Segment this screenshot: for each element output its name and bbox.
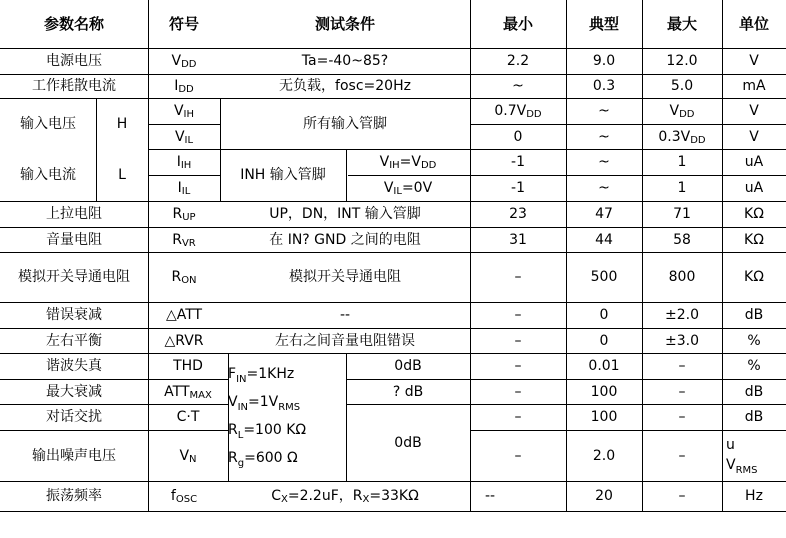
cell-max: 1: [677, 180, 687, 196]
cell-max: –: [678, 383, 686, 400]
cell-name: 工作耗散电流: [32, 78, 116, 94]
header-min: 最小: [502, 15, 533, 33]
group-input-voltage: 输入电压: [20, 115, 76, 132]
cell-name: 上拉电阻: [46, 206, 102, 222]
cell-symbol: THD: [173, 358, 203, 374]
cell-min: –: [514, 447, 522, 464]
cell-max: 800: [668, 269, 696, 285]
cell-condition: V IL =0V: [383, 180, 433, 197]
level-h: H: [116, 115, 128, 132]
cell-unit: V: [749, 53, 759, 69]
cell-typ: ~: [598, 180, 610, 196]
cond-vin: $V_{IN}=1V_{RMS}$: [228, 394, 301, 413]
cell-symbol: △RVR: [164, 332, 204, 349]
cell-min: –: [514, 383, 522, 400]
cell-unit: dB: [744, 307, 764, 323]
cell-condition: 左右之间音量电阻错误: [275, 332, 415, 349]
cell-min: 0.7V DD: [494, 103, 542, 120]
cell-symbol: C·T: [176, 409, 200, 425]
header-condition: 测试条件: [314, 15, 375, 33]
cell-min: 23: [509, 206, 527, 222]
ac-test-conditions: [228, 353, 346, 481]
cell-unit: V: [749, 128, 759, 145]
header-max: 最大: [666, 15, 697, 33]
cell-min: –: [514, 358, 522, 374]
cell-condition: C X =2.2uF，R X =33KΩ: [271, 488, 419, 505]
cell-symbol: R VR: [172, 231, 196, 249]
cell-unit: %: [747, 332, 761, 349]
cell-name: 最大衰减: [46, 383, 102, 400]
header-unit: 单位: [738, 15, 769, 33]
cond-inh-pin: INH 输入管脚: [240, 167, 326, 183]
cell-max: V DD: [669, 103, 695, 120]
cell-unit: Hz: [745, 488, 763, 504]
cell-typ: 47: [595, 206, 613, 222]
cell-typ: 20: [595, 488, 613, 504]
cell-max: 58: [673, 231, 691, 248]
cell-unit: mA: [742, 78, 766, 94]
header-name: 参数名称: [43, 15, 104, 33]
cell-min: –: [514, 332, 522, 349]
cell-condition: 无负载，fosc=20Hz: [279, 78, 411, 94]
cell-symbol: △ATT: [165, 307, 203, 323]
cell-min: 0: [513, 128, 523, 145]
cell-name: 电源电压: [46, 53, 102, 69]
cell-max: 71: [673, 206, 691, 222]
cell-name: 音量电阻: [46, 231, 102, 248]
cell-symbol: R UP: [172, 206, 196, 223]
cell-typ: 500: [590, 269, 618, 285]
cell-name: 错误衰减: [46, 307, 102, 323]
table-bottom-border: [0, 511, 786, 512]
level-l: L: [118, 167, 126, 183]
cell-min: ~: [512, 78, 524, 94]
cell-symbol: V IH: [173, 103, 195, 120]
cell-max: –: [678, 409, 686, 425]
cell-unit: u $V_{RMS}$: [726, 436, 758, 476]
header-symbol: 符号: [168, 15, 199, 33]
cell-unit: dB: [744, 383, 764, 400]
cell-condition: V IH =V DD: [379, 154, 437, 171]
cell-name: 振荡频率: [46, 488, 102, 504]
cell-typ: 0: [599, 307, 609, 323]
cond-all-input-pins: 所有输入管脚: [303, 115, 387, 132]
cell-condition: ? dB: [392, 383, 424, 400]
cell-typ: 0: [599, 332, 609, 349]
cell-condition: Ta=-40~85?: [301, 53, 389, 69]
cell-symbol: ATT MAX: [164, 383, 212, 401]
cell-name: 谐波失真: [46, 358, 102, 374]
cell-unit: uA: [744, 154, 764, 170]
cell-min: 2.2: [506, 53, 530, 69]
cell-typ: 2.0: [592, 447, 616, 464]
cell-unit: %: [747, 358, 761, 374]
cell-min: -1: [511, 180, 525, 196]
cond-fin: $F_{IN}=1KHz$: [228, 366, 295, 385]
cell-typ: ~: [598, 154, 610, 170]
cell-symbol: I IL: [177, 180, 191, 197]
cell-min: --: [484, 488, 496, 504]
cell-name: 输出噪声电压: [32, 447, 116, 464]
cell-typ: ~: [598, 103, 610, 119]
cell-condition: 模拟开关导通电阻: [289, 269, 401, 285]
cell-typ: ~: [598, 128, 610, 145]
cell-name: 对话交扰: [46, 409, 102, 425]
cell-max: –: [678, 358, 686, 374]
cell-max: –: [678, 447, 686, 464]
cell-condition: 0dB: [394, 434, 422, 451]
cell-min: -1: [511, 154, 525, 170]
cell-name: 模拟开关导通电阻: [18, 269, 130, 285]
cell-typ: 0.01: [588, 358, 620, 374]
cond-rg: $R_g=600$ Ω: [228, 450, 298, 469]
cell-max: 0.3V DD: [658, 128, 706, 146]
cell-unit: uA: [744, 180, 764, 196]
cell-symbol: R ON: [171, 269, 197, 286]
cell-symbol: I DD: [174, 78, 194, 95]
cell-max: ±2.0: [665, 307, 699, 323]
cell-condition: 0dB: [394, 358, 422, 374]
header-typ: 典型: [588, 15, 619, 33]
cell-max: 5.0: [670, 78, 694, 94]
cell-symbol: f OSC: [170, 488, 198, 505]
cell-min: –: [514, 307, 522, 323]
cell-max: ±3.0: [665, 332, 699, 349]
cell-unit: V: [749, 103, 759, 119]
cell-max: 12.0: [666, 53, 698, 69]
cell-min: –: [514, 269, 522, 285]
cell-unit: KΩ: [744, 206, 764, 222]
cell-unit: KΩ: [744, 231, 764, 248]
cell-min: –: [514, 409, 522, 425]
cell-symbol: V N: [179, 447, 197, 465]
cell-symbol: V IL: [174, 128, 194, 146]
cell-typ: 100: [590, 383, 618, 400]
cell-unit: KΩ: [744, 269, 764, 285]
cell-condition: UP，DN，INT 输入管脚: [269, 206, 421, 222]
cell-name: 左右平衡: [46, 332, 102, 349]
cell-typ: 9.0: [592, 53, 616, 69]
cell-condition: --: [339, 307, 351, 323]
cell-symbol: V DD: [171, 53, 197, 70]
cell-typ: 100: [590, 409, 618, 425]
group-input-current: 输入电流: [20, 167, 76, 183]
cell-max: –: [678, 488, 686, 504]
cell-typ: 44: [595, 231, 613, 248]
cell-max: 1: [677, 154, 687, 170]
cell-typ: 0.3: [592, 78, 616, 94]
cell-condition: 在 IN? GND 之间的电阻: [269, 231, 421, 248]
cell-unit: dB: [744, 409, 764, 425]
cell-min: 31: [509, 231, 527, 248]
cond-rl: $R_L=100$ KΩ: [228, 422, 307, 441]
cell-symbol: I IH: [176, 154, 192, 171]
